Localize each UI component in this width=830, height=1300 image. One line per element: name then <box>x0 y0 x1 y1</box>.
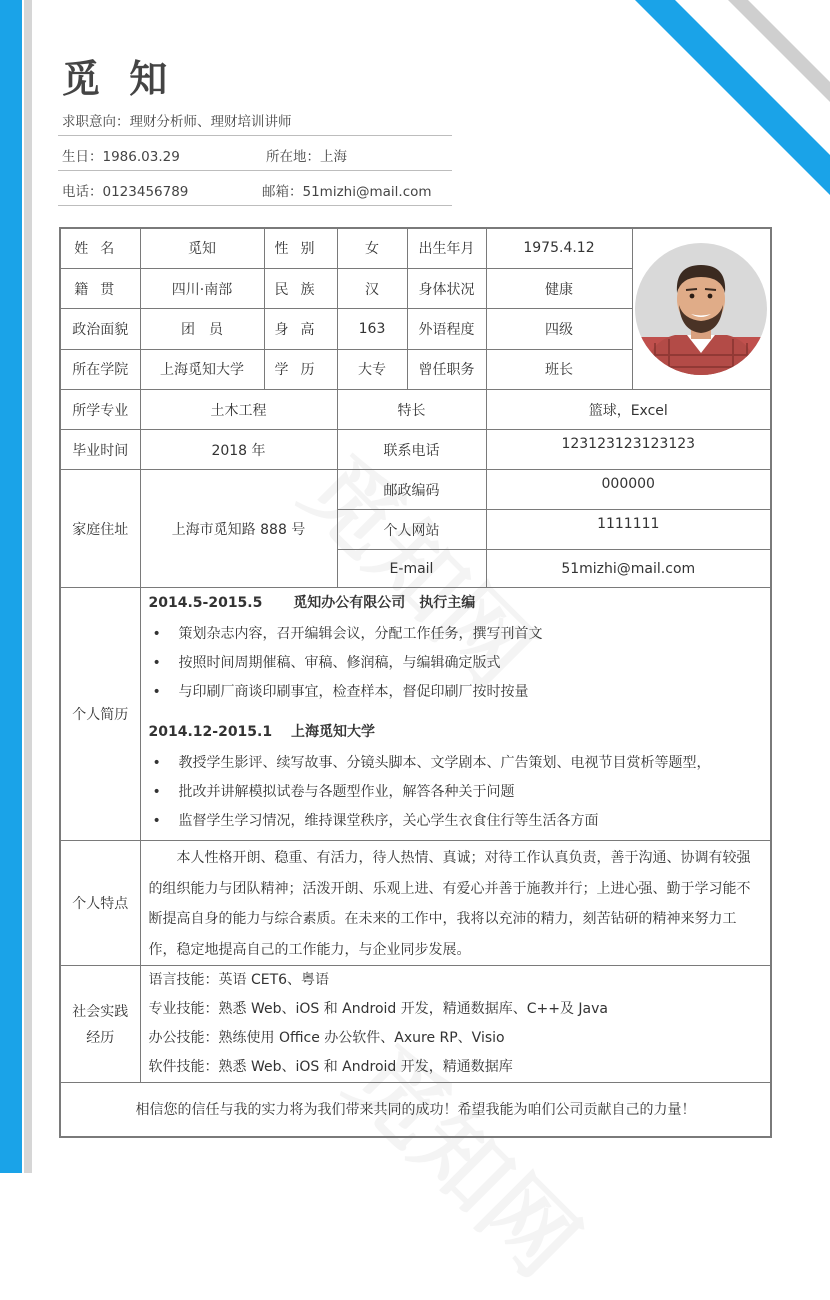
practice-label <box>60 966 140 1083</box>
major-label: 所学专业 <box>60 390 140 430</box>
job-header <box>149 592 763 614</box>
left-grey-bar <box>24 0 32 1173</box>
photo-cell <box>632 228 771 390</box>
birth-value: 1975.4.12 <box>486 228 632 268</box>
duty-list <box>149 620 763 707</box>
edu-label: 学历 <box>264 349 337 389</box>
address-label: 家庭住址 <box>60 470 140 588</box>
duty-item: • 监督学生学习情况，维持课堂秩序，关心学生衣食住行等生活各方面 <box>179 807 763 836</box>
email-label: E-mail <box>337 550 486 588</box>
language-label: 外语程度 <box>407 309 486 349</box>
avatar <box>635 243 767 375</box>
objective-text: 求职意向：理财分析师、理财培训讲师 <box>62 114 292 130</box>
school-value: 上海觅知大学 <box>140 349 264 389</box>
postcode-label: 邮政编码 <box>337 470 486 510</box>
duty-item: • 策划杂志内容，召开编辑会议，分配工作任务，撰写刊首文 <box>179 620 763 649</box>
duty-item: • 按照时间周期催稿、审稿、修润稿，与编辑确定版式 <box>179 649 763 678</box>
birthday-text: 生日：1986.03.29 <box>62 149 180 165</box>
height-label: 身高 <box>264 309 337 349</box>
origin-label: 籍贯 <box>60 268 140 308</box>
skill-item: 专业技能：熟悉 Web、iOS 和 Android 开发，精通数据库、C++及 Java <box>148 1001 609 1017</box>
specialty-label: 特长 <box>337 390 486 430</box>
objective-line <box>58 101 452 136</box>
candidate-name: 觅 知 <box>62 57 176 101</box>
political-label: 政治面貌 <box>60 309 140 349</box>
position-label: 曾任职务 <box>407 349 486 389</box>
skill-item: 软件技能：熟悉 Web、iOS 和 Android 开发，精通数据库 <box>148 1059 513 1075</box>
specialty-value: 篮球，Excel <box>486 390 771 430</box>
experience-cell <box>140 588 771 841</box>
birth-label: 出生年月 <box>407 228 486 268</box>
skill-item: 办公技能：熟练使用 Office 办公软件、Axure RP、Visio <box>148 1030 505 1046</box>
job-header <box>149 721 763 743</box>
left-accent-bar <box>0 0 22 1173</box>
website-value: 1111111 <box>486 510 771 550</box>
ethnic-label: 民族 <box>264 268 337 308</box>
contact-label: 联系电话 <box>337 430 486 470</box>
duty-item: • 与印刷厂商谈印刷事宜，检查样本，督促印刷厂按时按量 <box>179 678 763 707</box>
phone-text: 电话：0123456789 <box>62 184 189 200</box>
gender-label: 性别 <box>264 228 337 268</box>
job-period: 2014.12-2015.1 <box>148 724 273 740</box>
height-value: 163 <box>337 309 407 349</box>
gender-value: 女 <box>337 228 407 268</box>
practice-label-line-1: 社会实践 <box>72 1004 129 1020</box>
school-label: 所在学院 <box>60 349 140 389</box>
health-label: 身体状况 <box>407 268 486 308</box>
traits-label: 个人特点 <box>60 841 140 966</box>
practice-label-line-2: 经历 <box>86 1030 115 1046</box>
edu-value: 大专 <box>337 349 407 389</box>
email-text: 邮箱：51mizhi@mail.com <box>262 184 432 200</box>
position-value: 班长 <box>486 349 632 389</box>
skill-item: 语言技能：英语 CET6、粤语 <box>148 972 330 988</box>
duty-list <box>149 749 763 836</box>
name-value: 觅知 <box>140 228 264 268</box>
location-text: 所在地：上海 <box>266 149 347 165</box>
resume-label: 个人简历 <box>60 588 140 841</box>
skills-cell <box>140 966 771 1083</box>
job-company: 觅知办公有限公司 执行主编 <box>293 595 476 611</box>
ethnic-value: 汉 <box>337 268 407 308</box>
origin-value: 四川·南部 <box>140 268 264 308</box>
traits-text: 本人性格开朗、稳重、有活力，待人热情、真诚；对待工作认真负责，善于沟通、协调有较强的组织能力与团队精神；活泼开朗、乐观上进、有爱心并善于施教并行；上进心强、勤于学习能不断提高自身的能力与综合素质。在未来的工作中，我将以充沛的精力，刻苦钻研的精神来努力工作，稳定地提高自己的工作能力，与企业同步发展。 <box>148 850 751 958</box>
contact-line <box>58 171 452 206</box>
profile-photo <box>635 243 767 375</box>
contact-value: 123123123123123 <box>486 430 771 470</box>
footer-statement: 相信您的信任与我的实力将为我们带来共同的成功！希望我能为咱们公司贡献自己的力量！ <box>60 1083 771 1137</box>
job-period: 2014.5-2015.5 <box>148 595 263 611</box>
birth-location-line <box>58 136 452 171</box>
duty-item: • 批改并讲解模拟试卷与各题型作业，解答各种关于问题 <box>179 778 763 807</box>
major-value: 土木工程 <box>140 390 337 430</box>
resume-table <box>59 227 772 1138</box>
name-label: 姓名 <box>60 228 140 268</box>
duty-item: • 教授学生影评、续写故事、分镜头脚本、文学剧本、广告策划、电视节目赏析等题型， <box>179 749 763 778</box>
political-value: 团 员 <box>140 309 264 349</box>
grad-value: 2018 年 <box>140 430 337 470</box>
health-value: 健康 <box>486 268 632 308</box>
email-value: 51mizhi@mail.com <box>486 550 771 588</box>
job-company: 上海觅知大学 <box>290 724 375 740</box>
traits-cell <box>140 841 771 966</box>
website-label: 个人网站 <box>337 510 486 550</box>
grad-label: 毕业时间 <box>60 430 140 470</box>
language-value: 四级 <box>486 309 632 349</box>
postcode-value: 000000 <box>486 470 771 510</box>
address-value: 上海市觅知路 888 号 <box>140 470 337 588</box>
corner-decoration <box>630 0 830 200</box>
